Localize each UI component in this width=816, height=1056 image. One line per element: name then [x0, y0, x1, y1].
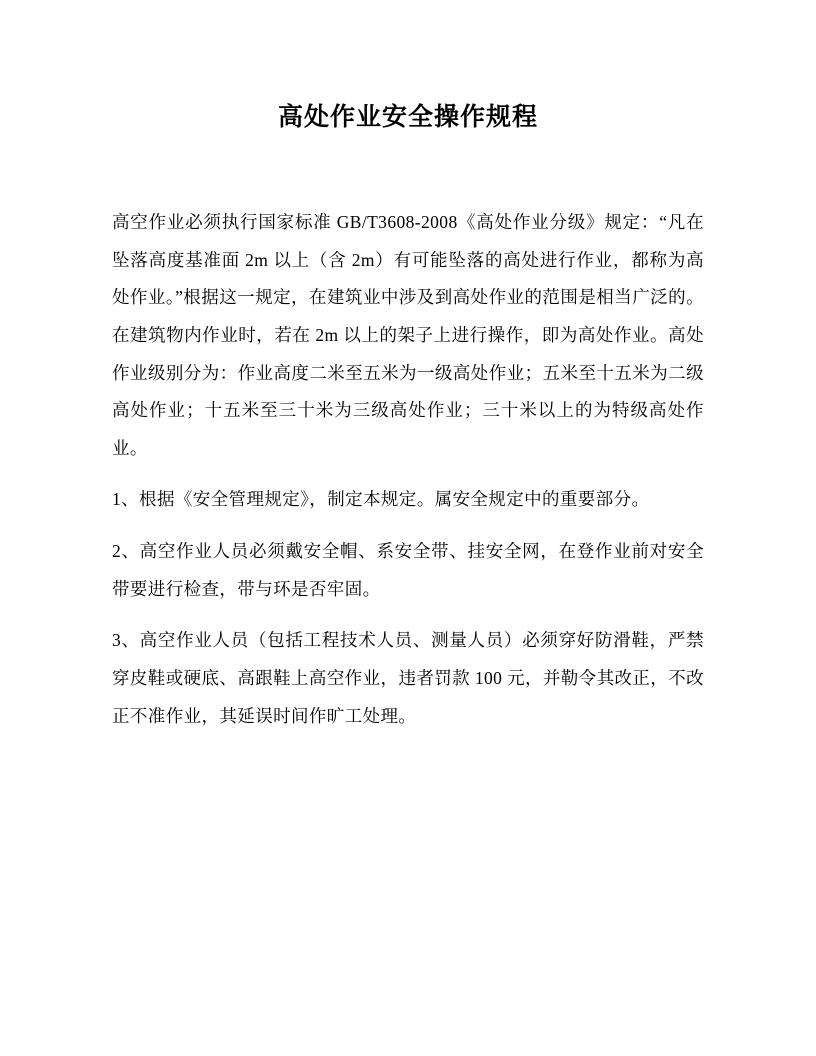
- document-body: [112, 204, 704, 735]
- paragraph: 1、根据《安全管理规定》，制定本规定。属安全规定中的重要部分。: [112, 489, 650, 510]
- page-title: 高处作业安全操作规程: [277, 104, 538, 131]
- paragraph: 2、高空作业人员必须戴安全帽、系安全带、挂安全网，在登作业前对安全带要进行检查，带与环是否牢固。: [112, 541, 704, 599]
- paragraph: 3、高空作业人员（包括工程技术人员、测量人员）必须穿好防滑鞋，严禁穿皮鞋或硬底、高跟鞋上高空作业，违者罚款 100 元，并勒令其改正，不改正不准作业，其延误时间作旷工处理。: [112, 630, 704, 726]
- paragraph: 高空作业必须执行国家标准 GB/T3608-2008《高处作业分级》规定：“凡在坠落高度基准面 2m 以上（含 2m）有可能坠落的高处进行作业，都称为高处作业。”根据这一规定，在建筑业中涉及到高处作业的范围是相当广泛的。在建筑物内作业时，若在 2m 以上的架子上进行操作，即为高处作业。高处作业级别分为：作业高度二米至五米为一级高处作业；五米至十五米为二级高处作业；十五米至三十米为三级高处作业；三十米以上的为特级高处作业。: [112, 212, 704, 458]
